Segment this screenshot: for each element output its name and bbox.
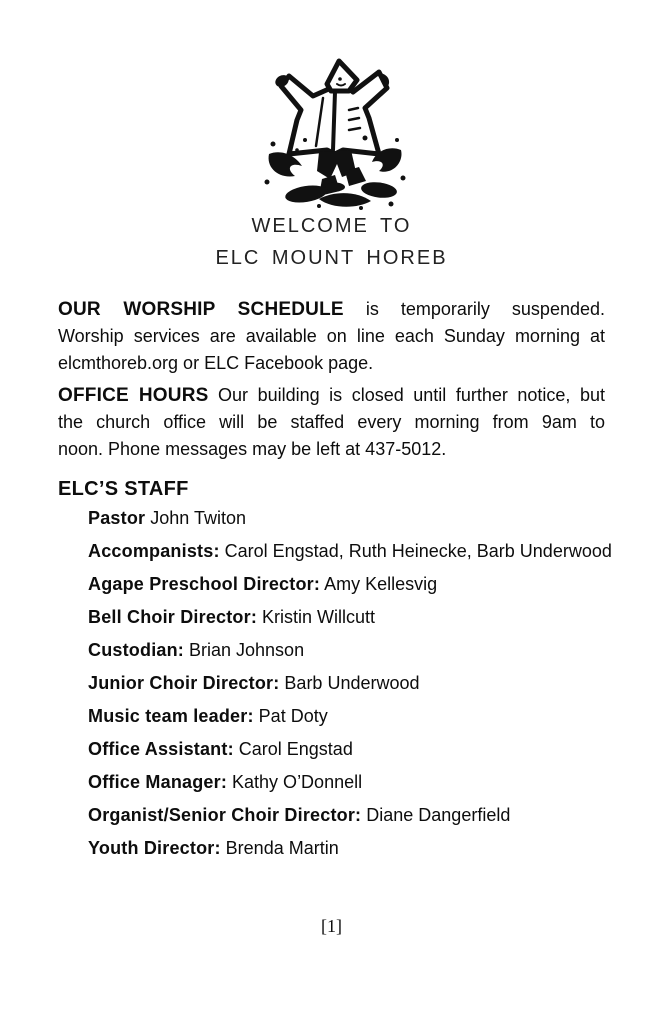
staff-person-name: Kristin Willcutt [257, 607, 376, 627]
paragraph-line [58, 436, 605, 463]
staff-role-label: Music team leader: [88, 706, 254, 726]
staff-row-custodian [88, 641, 628, 660]
staff-row-pastor [88, 509, 628, 528]
staff-role-label: Bell Choir Director: [88, 607, 258, 627]
staff-person-name: Pat Doty [253, 706, 328, 726]
child-splashing-in-puddle-icon [261, 58, 409, 212]
staff-row-accompanists [88, 542, 628, 561]
paragraph-line [58, 350, 605, 377]
staff-person-name: Brenda Martin [220, 838, 339, 858]
staff-person-name: Diane Dangerfield [361, 805, 511, 825]
staff-row-organist [88, 806, 628, 825]
paragraph-lead-bold: OFFICE HOURS [58, 385, 209, 406]
paragraph-line [58, 409, 605, 436]
church-name-heading: ELC MOUNT HOREB [215, 247, 448, 269]
welcome-heading: WELCOME TO [251, 215, 412, 237]
staff-person-name: Carol Engstad [233, 739, 353, 759]
paragraph-text: the church office will be staffed every morning from 9am to [58, 412, 605, 432]
paragraph-lead-bold: OUR WORSHIP SCHEDULE [58, 299, 344, 320]
paragraph-text: noon. Phone messages may be left at 437-5012. [58, 439, 447, 459]
staff-role-label: Agape Preschool Director: [88, 574, 321, 594]
staff-role-label: Junior Choir Director: [88, 673, 280, 693]
staff-role-label: Youth Director: [88, 838, 221, 858]
staff-role-label: Accompanists: [88, 541, 220, 561]
staff-row-junior-choir-director [88, 674, 628, 693]
paragraph-line [58, 382, 605, 409]
staff-role-label: Office Manager: [88, 772, 228, 792]
page-number: [1] [321, 916, 342, 936]
paragraph-text: Our building is closed until further notice, but [208, 385, 605, 405]
staff-person-name: Brian Johnson [184, 640, 305, 660]
staff-person-name: Carol Engstad, Ruth Heinecke, Barb Underwood [219, 541, 612, 561]
staff-person-name: Amy Kellesvig [320, 574, 438, 594]
staff-person-name: John Twiton [145, 508, 246, 528]
paragraph-text: elcmthoreb.org or ELC Facebook page. [58, 353, 374, 373]
office-hours-paragraph [58, 382, 605, 463]
staff-list [88, 509, 628, 872]
staff-role-label: Office Assistant: [88, 739, 234, 759]
staff-row-office-manager [88, 773, 628, 792]
paragraph-line [58, 296, 605, 323]
staff-row-office-assistant [88, 740, 628, 759]
worship-schedule-paragraph [58, 296, 605, 377]
paragraph-line [58, 323, 605, 350]
staff-role-label: Custodian: [88, 640, 184, 660]
staff-person-name: Kathy O’Donnell [227, 772, 363, 792]
staff-row-youth-director [88, 839, 628, 858]
staff-section-heading: ELC’S STAFF [58, 478, 189, 500]
staff-person-name: Barb Underwood [279, 673, 420, 693]
paragraph-text: is temporarily suspended. [343, 299, 605, 319]
staff-row-music-team-leader [88, 707, 628, 726]
staff-row-bell-choir-director [88, 608, 628, 627]
paragraph-text: Worship services are available on line each Sunday morning at [58, 326, 605, 346]
staff-role-label: Pastor [88, 508, 146, 528]
staff-role-label: Organist/Senior Choir Director: [88, 805, 362, 825]
staff-row-preschool-director [88, 575, 628, 594]
